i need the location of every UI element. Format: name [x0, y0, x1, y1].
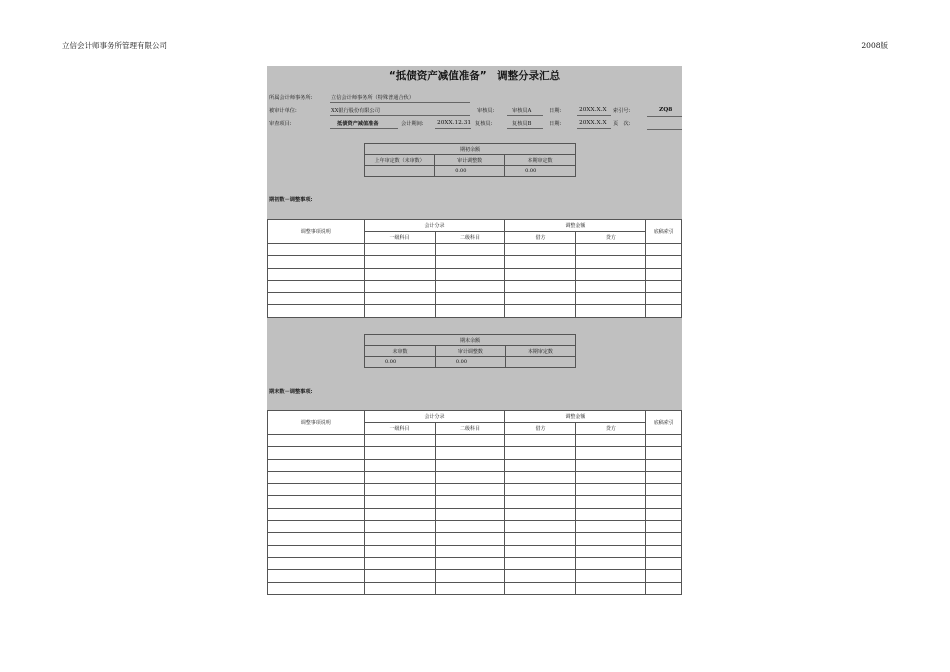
table-row	[268, 293, 682, 305]
entity-value[interactable]: XX银行股份有限公司	[331, 108, 380, 114]
table-row	[268, 305, 682, 317]
entry-cell[interactable]	[435, 582, 505, 594]
entry-cell[interactable]	[646, 268, 682, 280]
date1-label: 日期:	[549, 108, 562, 114]
entry-cell[interactable]	[646, 459, 682, 471]
entry-cell[interactable]	[268, 280, 365, 292]
entry-cell[interactable]	[364, 293, 435, 305]
entry-cell[interactable]	[505, 268, 576, 280]
entry-cell[interactable]	[505, 244, 576, 256]
reviewer-label: 复核员:	[475, 121, 493, 127]
entry-cell[interactable]	[646, 280, 682, 292]
entry-cell[interactable]	[646, 256, 682, 268]
entry-cell[interactable]	[435, 484, 505, 496]
entry-cell[interactable]	[505, 471, 576, 483]
entry-cell[interactable]	[646, 533, 682, 545]
entry-cell[interactable]	[268, 533, 365, 545]
item-underline	[330, 128, 398, 129]
closing-balance-title: 期末余额	[365, 335, 576, 346]
table-row	[268, 545, 682, 557]
closing-rows	[268, 435, 682, 595]
opening-header-audited: 本期审定数	[505, 155, 576, 166]
period-label: 会计期间:	[401, 121, 424, 127]
entry-cell[interactable]	[646, 305, 682, 317]
entry-cell[interactable]	[576, 496, 646, 508]
date1-value[interactable]: 20XX.X.X	[579, 107, 607, 113]
entry-cell[interactable]	[268, 471, 365, 483]
entry-cell[interactable]	[435, 447, 505, 459]
closing-balance-table	[364, 334, 576, 368]
entry-cell[interactable]	[364, 582, 435, 594]
entry-cell[interactable]	[364, 280, 435, 292]
entry-cell[interactable]	[364, 545, 435, 557]
sub-header-level1: 一级科目	[364, 423, 435, 435]
entry-cell[interactable]	[576, 508, 646, 520]
opening-value-prior[interactable]	[365, 166, 435, 177]
entry-cell[interactable]	[435, 293, 505, 305]
entry-cell[interactable]	[576, 471, 646, 483]
closing-value-adjust[interactable]: 0.00	[435, 357, 505, 368]
opening-adjustments-table	[267, 219, 682, 318]
entry-cell[interactable]	[364, 305, 435, 317]
opening-value-audited[interactable]: 0.00	[505, 166, 576, 177]
entry-cell[interactable]	[505, 582, 576, 594]
entry-cell[interactable]	[268, 435, 365, 447]
entry-cell[interactable]	[505, 570, 576, 582]
entry-cell[interactable]	[364, 471, 435, 483]
entry-cell[interactable]	[435, 459, 505, 471]
entry-cell[interactable]	[435, 496, 505, 508]
entry-cell[interactable]	[576, 533, 646, 545]
entry-cell[interactable]	[364, 447, 435, 459]
preparer-value[interactable]: 审核员A	[512, 108, 532, 114]
item-label: 审查项目:	[269, 121, 292, 127]
version-label: 2008版	[861, 41, 888, 50]
entry-cell[interactable]	[435, 508, 505, 520]
entry-cell[interactable]	[505, 280, 576, 292]
entry-header: 会计分录	[364, 220, 505, 232]
entry-cell[interactable]	[435, 557, 505, 569]
entry-cell[interactable]	[646, 521, 682, 533]
opening-value-adjust[interactable]: 0.00	[435, 166, 505, 177]
table-row	[268, 557, 682, 569]
entry-cell[interactable]	[364, 435, 435, 447]
entry-header: 会计分录	[364, 411, 505, 423]
opening-balance-table	[364, 143, 576, 177]
firm-header: 立信会计师事务所管理有限公司	[62, 41, 167, 50]
closing-header-unaudited: 未审数	[365, 346, 436, 357]
entry-cell[interactable]	[435, 533, 505, 545]
opening-header-adjust: 审计调整数	[435, 155, 505, 166]
closing-section-label: 期末数－调整事项:	[269, 389, 313, 395]
entry-cell[interactable]	[364, 268, 435, 280]
entry-cell[interactable]	[576, 256, 646, 268]
entry-cell[interactable]	[268, 508, 365, 520]
entry-cell[interactable]	[435, 305, 505, 317]
entry-cell[interactable]	[268, 521, 365, 533]
table-row	[268, 570, 682, 582]
date1-underline	[577, 115, 611, 116]
firm-value[interactable]: 立信会计师事务所（特殊普通合伙）	[331, 95, 415, 101]
table-row	[268, 435, 682, 447]
entry-cell[interactable]	[268, 256, 365, 268]
table-row	[268, 280, 682, 292]
entry-cell[interactable]	[646, 435, 682, 447]
sub-header-debit: 借方	[505, 232, 576, 244]
entry-cell[interactable]	[268, 268, 365, 280]
table-row	[268, 533, 682, 545]
entry-cell[interactable]	[268, 459, 365, 471]
entry-cell[interactable]	[364, 508, 435, 520]
entry-cell[interactable]	[576, 435, 646, 447]
sub-header-debit: 借方	[505, 423, 576, 435]
entry-cell[interactable]	[435, 268, 505, 280]
entry-cell[interactable]	[646, 484, 682, 496]
entry-cell[interactable]	[268, 244, 365, 256]
entry-cell[interactable]	[268, 447, 365, 459]
entry-cell[interactable]	[576, 305, 646, 317]
entry-cell[interactable]	[646, 471, 682, 483]
desc-header: 调整事项说明	[268, 220, 365, 244]
entry-cell[interactable]	[646, 557, 682, 569]
desc-header: 调整事项说明	[268, 411, 365, 435]
entry-cell[interactable]	[268, 582, 365, 594]
entry-cell[interactable]	[646, 293, 682, 305]
reviewer-underline	[507, 128, 543, 129]
sheet-title: “抵债资产减值准备” 调整分录汇总	[388, 70, 561, 82]
period-value[interactable]: 20XX.12.31	[437, 120, 472, 126]
entry-cell[interactable]	[576, 459, 646, 471]
date2-value[interactable]: 20XX.X.X	[579, 120, 607, 126]
entry-cell[interactable]	[364, 533, 435, 545]
worksheet	[267, 66, 682, 588]
entry-cell[interactable]	[505, 459, 576, 471]
entry-cell[interactable]	[435, 545, 505, 557]
entry-cell[interactable]	[576, 293, 646, 305]
page-underline	[647, 129, 682, 130]
opening-balance-title: 期初余额	[365, 144, 576, 155]
entry-cell[interactable]	[435, 570, 505, 582]
table-row	[268, 496, 682, 508]
page-label: 页 次:	[613, 121, 631, 127]
entry-cell[interactable]	[576, 484, 646, 496]
sub-header-level1: 一级科目	[364, 232, 435, 244]
entry-cell[interactable]	[576, 545, 646, 557]
entry-cell[interactable]	[646, 496, 682, 508]
entry-cell[interactable]	[364, 521, 435, 533]
opening-rows	[268, 244, 682, 318]
entry-cell[interactable]	[576, 582, 646, 594]
entry-cell[interactable]	[505, 533, 576, 545]
closing-header-adjust: 审计调整数	[435, 346, 505, 357]
table-row	[268, 447, 682, 459]
preparer-label: 审核员:	[477, 108, 495, 114]
entry-cell[interactable]	[435, 471, 505, 483]
entry-cell[interactable]	[646, 508, 682, 520]
entry-cell[interactable]	[505, 293, 576, 305]
entry-cell[interactable]	[364, 484, 435, 496]
entry-cell[interactable]	[505, 305, 576, 317]
entry-cell[interactable]	[505, 557, 576, 569]
entry-cell[interactable]	[364, 244, 435, 256]
closing-header-audited: 本期审定数	[505, 346, 575, 357]
index-label: 索引号:	[613, 108, 631, 114]
entry-cell[interactable]	[435, 521, 505, 533]
reviewer-value[interactable]: 复核员B	[512, 121, 532, 127]
index-value[interactable]: ZQ8	[659, 107, 673, 113]
entry-cell[interactable]	[268, 305, 365, 317]
table-row	[268, 256, 682, 268]
entry-cell[interactable]	[576, 447, 646, 459]
table-row	[268, 521, 682, 533]
entry-cell[interactable]	[576, 570, 646, 582]
entry-cell[interactable]	[576, 280, 646, 292]
entry-cell[interactable]	[505, 256, 576, 268]
index-header: 底稿索引	[646, 220, 682, 244]
entry-cell[interactable]	[435, 256, 505, 268]
entry-cell[interactable]	[646, 244, 682, 256]
table-row	[268, 268, 682, 280]
entry-cell[interactable]	[268, 557, 365, 569]
entry-cell[interactable]	[268, 484, 365, 496]
entry-cell[interactable]	[505, 496, 576, 508]
date2-underline	[577, 128, 611, 129]
table-row	[268, 471, 682, 483]
index-underline	[647, 116, 682, 117]
entry-cell[interactable]	[364, 459, 435, 471]
entry-cell[interactable]	[505, 508, 576, 520]
entry-cell[interactable]	[435, 244, 505, 256]
entry-cell[interactable]	[364, 496, 435, 508]
opening-header-prior: 上年审定数（未审数）	[365, 155, 435, 166]
entry-cell[interactable]	[364, 256, 435, 268]
item-value[interactable]: 抵债资产减值准备	[337, 121, 379, 127]
entry-cell[interactable]	[268, 496, 365, 508]
period-underline	[435, 128, 471, 129]
index-header: 底稿索引	[646, 411, 682, 435]
sub-header-level2: 二级科目	[435, 423, 505, 435]
entry-cell[interactable]	[576, 268, 646, 280]
opening-section-label: 期初数－调整事项:	[269, 197, 313, 203]
table-row	[268, 484, 682, 496]
closing-value-unaudited[interactable]: 0.00	[365, 357, 436, 368]
firm-label: 所属会计师事务所:	[269, 95, 313, 101]
preparer-underline	[507, 115, 543, 116]
table-row	[268, 582, 682, 594]
entry-cell[interactable]	[646, 447, 682, 459]
entry-cell[interactable]	[435, 280, 505, 292]
entry-cell[interactable]	[268, 570, 365, 582]
entry-cell[interactable]	[505, 521, 576, 533]
entry-cell[interactable]	[505, 484, 576, 496]
entry-cell[interactable]	[576, 244, 646, 256]
firm-underline	[330, 102, 470, 103]
entry-cell[interactable]	[576, 557, 646, 569]
entry-cell[interactable]	[646, 570, 682, 582]
table-row	[268, 459, 682, 471]
closing-adjustments-table	[267, 410, 682, 595]
entity-label: 被审计单位:	[269, 108, 297, 114]
entry-cell[interactable]	[505, 545, 576, 557]
entry-cell[interactable]	[268, 545, 365, 557]
entry-cell[interactable]	[364, 557, 435, 569]
table-row	[268, 508, 682, 520]
entry-cell[interactable]	[505, 435, 576, 447]
table-row	[268, 244, 682, 256]
entry-cell[interactable]	[268, 293, 365, 305]
date2-label: 日期:	[549, 121, 562, 127]
closing-value-audited[interactable]	[505, 357, 575, 368]
entry-cell[interactable]	[646, 545, 682, 557]
entry-cell[interactable]	[505, 447, 576, 459]
amount-header: 调整金额	[505, 411, 646, 423]
sub-header-level2: 二级科目	[435, 232, 505, 244]
entity-underline	[330, 115, 470, 116]
sub-header-credit: 贷方	[576, 232, 646, 244]
amount-header: 调整金额	[505, 220, 646, 232]
entry-cell[interactable]	[435, 435, 505, 447]
entry-cell[interactable]	[364, 570, 435, 582]
sub-header-credit: 贷方	[576, 423, 646, 435]
entry-cell[interactable]	[646, 582, 682, 594]
entry-cell[interactable]	[576, 521, 646, 533]
